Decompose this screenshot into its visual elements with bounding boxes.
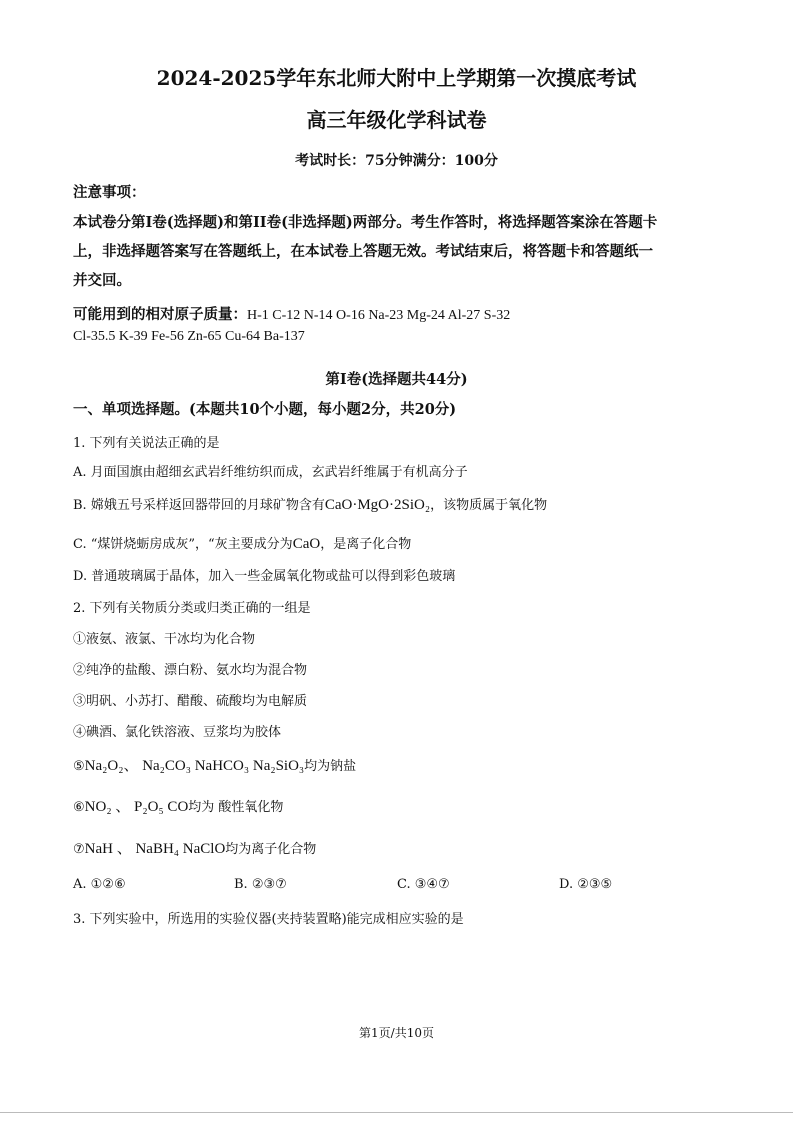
atomic-mass-label: 可能用到的相对原子质量： [73, 306, 247, 323]
q2-statement-5 [73, 754, 356, 775]
atomic-mass-row [73, 300, 510, 330]
notice-text [73, 208, 723, 295]
q2-option-d: D. ②③⑤ [559, 877, 613, 892]
exam-time: 考试时长：75分钟满分：100分 [295, 153, 498, 169]
q1-option-a: A. 月面国旗由超细玄武岩纤维纺织而成，玄武岩纤维属于有机高分子 [73, 465, 468, 480]
q2-statement-1: ①液氨、液氯、干冰均为化合物 [73, 632, 256, 647]
notice-line: 本试卷分第I卷(选择题)和第II卷(非选择题)两部分。考生作答时，将选择题答案涂在答题卡 [73, 214, 658, 231]
q1-b-text-end: ，该物质属于氧化物 [430, 498, 548, 513]
q1-option-b [73, 494, 547, 514]
q2-s7-num: ⑦ [73, 842, 85, 857]
section-title: 第I卷(选择题共44分) [325, 371, 468, 388]
q1-option-c [73, 533, 411, 553]
q2-s7-formula: NaH 、 NaBH₄ NaClO [84, 841, 226, 857]
q2-statement-3: ③明矾、小苏打、醋酸、硫酸均为电解质 [73, 694, 308, 709]
q2-option-a: A. ①②⑥ [73, 877, 126, 892]
q2-s6-num: ⑥ [73, 800, 85, 815]
notice-line: 上，非选择题答案写在答题纸上，在本试卷上答题无效。考试结束后，将答题卡和答题纸一 [73, 243, 653, 260]
q2-s5-text: 均为钠盐 [304, 759, 357, 774]
q1-stem: 1. 下列有关说法正确的是 [73, 436, 220, 451]
q2-statement-2: ②纯净的盐酸、漂白粉、氨水均为混合物 [73, 663, 308, 678]
q2-stem: 2. 下列有关物质分类或归类正确的一组是 [73, 601, 311, 616]
q1-b-formula: CaO·MgO·2SiO₂ [324, 497, 431, 513]
q3-stem: 3. 下列实验中，所选用的实验仪器(夹持装置略)能完成相应实验的是 [73, 912, 464, 927]
q1-c-formula: CaO [292, 536, 321, 552]
page-number: 第1页/共10页 [359, 1026, 434, 1040]
notice-line: 并交回。 [73, 272, 131, 289]
q2-s5-num: ⑤ [73, 759, 85, 774]
q2-statement-7 [73, 837, 316, 858]
q2-s5-formula: Na₂O₂、 Na₂CO₃ NaHCO₃ Na₂SiO₃ [84, 758, 305, 774]
q2-s7-text: 均为离子化合物 [225, 842, 317, 857]
q1-option-d: D. 普通玻璃属于晶体，加入一些金属氧化物或盐可以得到彩色玻璃 [73, 569, 456, 584]
q1-c-text: C. “煤饼烧蛎房成灰”，“灰主要成分为 [73, 537, 293, 552]
q2-statement-4: ④碘酒、氯化铁溶液、豆浆均为胶体 [73, 725, 282, 740]
atomic-mass-values: H-1 C-12 N-14 O-16 Na-23 Mg-24 Al-27 S-32 [247, 308, 511, 323]
q2-s6-text: 均为 酸性氧化物 [188, 800, 284, 815]
atomic-mass-values-2: Cl-35.5 K-39 Fe-56 Zn-65 Cu-64 Ba-137 [73, 329, 305, 344]
q2-s6-formula: NO₂ 、 P₂O₅ CO [84, 799, 189, 815]
q1-c-text-end: ，是离子化合物 [320, 537, 412, 552]
exam-subtitle: 高三年级化学科试卷 [306, 108, 487, 132]
bottom-divider [0, 1112, 793, 1113]
part-heading: 一、单项选择题。(本题共10个小题，每小题2分，共20分) [73, 401, 457, 418]
q1-b-text: B. 嫦娥五号采样返回器带回的月球矿物含有 [73, 498, 325, 513]
q2-statement-6 [73, 795, 283, 816]
q2-option-b: B. ②③⑦ [234, 877, 287, 892]
exam-title: 2024-2025学年东北师大附中上学期第一次摸底考试 [156, 66, 637, 90]
q2-option-c: C. ③④⑦ [397, 877, 450, 892]
notice-heading: 注意事项： [73, 184, 146, 201]
